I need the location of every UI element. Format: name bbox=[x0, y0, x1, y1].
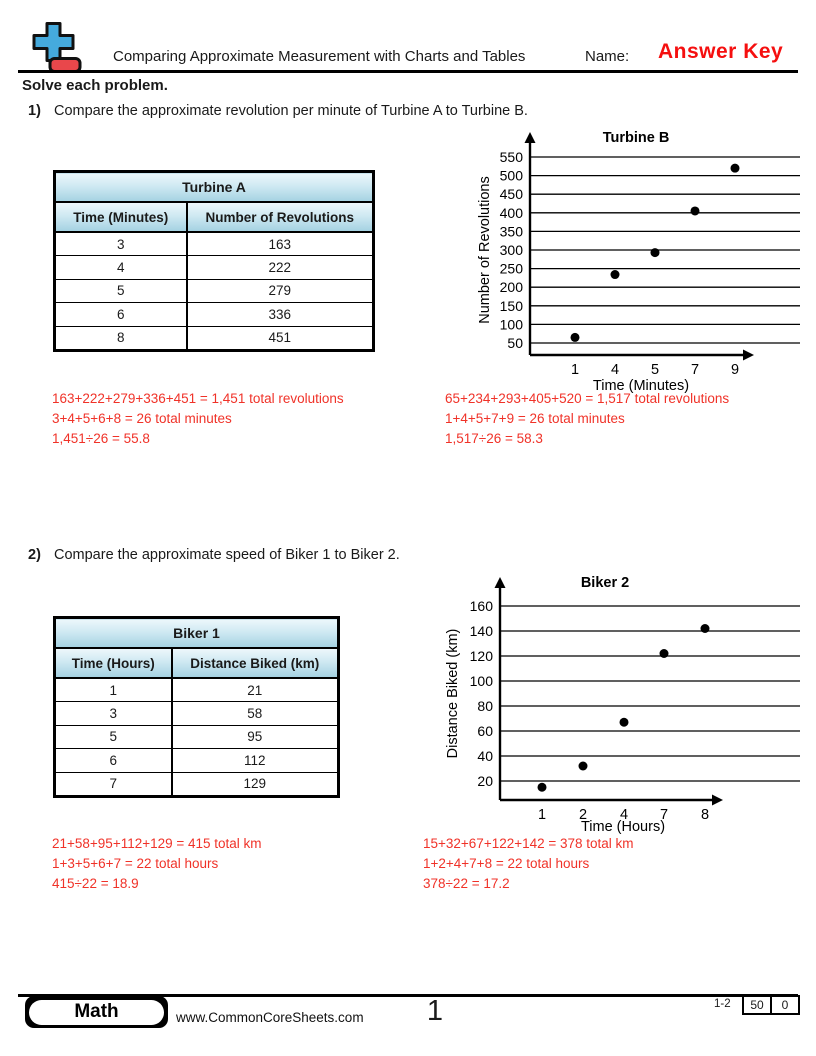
score-boxes bbox=[742, 995, 800, 1015]
table-title: Biker 1 bbox=[55, 618, 339, 649]
y-tick-label: 300 bbox=[499, 242, 523, 258]
y-tick-label: 160 bbox=[469, 598, 493, 614]
y-tick-label: 140 bbox=[469, 623, 493, 639]
y-tick-label: 50 bbox=[507, 335, 523, 351]
table-cell: 58 bbox=[172, 702, 339, 725]
problem-range: 1-2 bbox=[714, 998, 731, 1010]
table-cell: 451 bbox=[187, 326, 374, 350]
column-header: Distance Biked (km) bbox=[172, 648, 339, 678]
x-tick-label: 4 bbox=[619, 807, 629, 823]
scatter-chart-turbine-b bbox=[460, 118, 816, 396]
y-tick-label: 500 bbox=[499, 167, 523, 184]
table-row bbox=[55, 256, 374, 279]
y-tick-label: 120 bbox=[469, 648, 493, 664]
y-tick-label: 100 bbox=[499, 316, 523, 333]
table-row bbox=[55, 749, 339, 772]
y-tick-label: 400 bbox=[499, 204, 523, 221]
name-label: Name: bbox=[585, 48, 630, 65]
table-cell: 112 bbox=[172, 749, 339, 772]
answer-line: 378÷22 = 17.2 bbox=[423, 876, 510, 891]
x-tick-label: 1 bbox=[570, 362, 580, 378]
y-tick-label: 60 bbox=[477, 723, 493, 739]
data-point bbox=[691, 206, 700, 215]
problem-number: 1) bbox=[28, 103, 41, 119]
table-cell: 4 bbox=[55, 256, 187, 279]
data-point bbox=[660, 649, 669, 658]
x-tick-label: 5 bbox=[650, 362, 660, 378]
x-tick-label: 1 bbox=[537, 807, 547, 823]
data-point bbox=[620, 718, 629, 727]
data-table-biker-1 bbox=[53, 616, 340, 798]
answer-line: 163+222+279+336+451 = 1,451 total revolutions bbox=[52, 391, 344, 406]
column-header: Number of Revolutions bbox=[187, 202, 374, 232]
y-tick-label: 100 bbox=[469, 673, 493, 689]
header-rule bbox=[18, 70, 798, 73]
table-cell: 6 bbox=[55, 749, 172, 772]
y-axis-arrow bbox=[495, 577, 506, 588]
logo-graphic bbox=[30, 22, 86, 76]
answer-line: 21+58+95+112+129 = 415 total km bbox=[52, 836, 262, 851]
data-point bbox=[611, 270, 620, 279]
plus-icon bbox=[34, 24, 73, 61]
score-box-total: 50 bbox=[742, 995, 772, 1015]
answer-block-chart bbox=[445, 389, 729, 449]
data-table-turbine-a bbox=[53, 170, 375, 352]
x-tick-label: 4 bbox=[610, 362, 620, 378]
table-row bbox=[55, 702, 339, 725]
answer-line: 65+234+293+405+520 = 1,517 total revolutions bbox=[445, 391, 730, 406]
table-row bbox=[55, 725, 339, 748]
answer-line: 1+4+5+7+9 = 26 total minutes bbox=[445, 411, 625, 426]
data-point bbox=[651, 248, 660, 257]
y-tick-label: 150 bbox=[499, 297, 523, 314]
table-row bbox=[55, 678, 339, 702]
table-row bbox=[55, 279, 374, 302]
table-cell: 163 bbox=[187, 232, 374, 256]
answer-line: 1,517÷26 = 58.3 bbox=[445, 431, 543, 446]
y-tick-label: 20 bbox=[477, 773, 493, 789]
math-badge bbox=[25, 996, 168, 1028]
website-text: www.CommonCoreSheets.com bbox=[176, 1010, 364, 1025]
table-cell: 21 bbox=[172, 678, 339, 702]
table-cell: 336 bbox=[187, 303, 374, 326]
worksheet-table bbox=[53, 170, 375, 352]
scatter-chart-biker-2 bbox=[430, 565, 810, 833]
table-row bbox=[55, 326, 374, 350]
math-badge-pill bbox=[29, 1000, 164, 1025]
answer-line: 1,451÷26 = 55.8 bbox=[52, 431, 150, 446]
table-row bbox=[55, 772, 339, 796]
answer-line: 415÷22 = 18.9 bbox=[52, 876, 139, 891]
data-point bbox=[731, 164, 740, 173]
x-tick-label: 7 bbox=[659, 807, 669, 823]
answer-block-table bbox=[52, 389, 344, 449]
answer-line: 1+2+4+7+8 = 22 total hours bbox=[423, 856, 590, 871]
y-tick-label: 250 bbox=[499, 260, 523, 277]
answer-line: 3+4+5+6+8 = 26 total minutes bbox=[52, 411, 232, 426]
page-number: 1 bbox=[426, 995, 444, 1027]
y-axis-label: Distance Biked (km) bbox=[445, 628, 461, 759]
instructions: Solve each problem. bbox=[22, 77, 168, 94]
x-tick-label: 7 bbox=[690, 362, 700, 378]
x-axis-arrow bbox=[743, 350, 754, 361]
y-tick-label: 80 bbox=[477, 698, 493, 714]
table-cell: 222 bbox=[187, 256, 374, 279]
x-tick-label: 8 bbox=[700, 807, 710, 823]
y-tick-label: 200 bbox=[499, 279, 523, 296]
table-cell: 5 bbox=[55, 725, 172, 748]
table-cell: 279 bbox=[187, 279, 374, 302]
y-tick-label: 550 bbox=[499, 149, 523, 165]
table-row bbox=[55, 232, 374, 256]
table-row bbox=[55, 303, 374, 326]
y-axis-label: Number of Revolutions bbox=[477, 176, 493, 324]
answer-key-text: Answer Key bbox=[658, 40, 784, 63]
score-box-score: 0 bbox=[770, 995, 800, 1015]
answer-line: 1+3+5+6+7 = 22 total hours bbox=[52, 856, 219, 871]
y-tick-label: 350 bbox=[499, 223, 523, 240]
x-axis-label: Time (Minutes) bbox=[592, 378, 690, 394]
x-axis-label: Time (Hours) bbox=[580, 819, 666, 835]
table-title: Turbine A bbox=[55, 172, 374, 203]
table-cell: 1 bbox=[55, 678, 172, 702]
x-axis-arrow bbox=[712, 795, 723, 806]
x-tick-label: 2 bbox=[578, 807, 588, 823]
table-cell: 95 bbox=[172, 725, 339, 748]
table-cell: 129 bbox=[172, 772, 339, 796]
y-tick-label: 40 bbox=[477, 748, 493, 764]
table-cell: 3 bbox=[55, 702, 172, 725]
table-cell: 3 bbox=[55, 232, 187, 256]
data-point bbox=[579, 762, 588, 771]
x-tick-label: 9 bbox=[730, 362, 740, 378]
answer-block-table bbox=[52, 834, 262, 894]
table-cell: 5 bbox=[55, 279, 187, 302]
table-cell: 6 bbox=[55, 303, 187, 326]
worksheet-title: Comparing Approximate Measurement with Charts and Tables bbox=[113, 48, 526, 65]
worksheet-table bbox=[53, 616, 340, 798]
y-axis-arrow bbox=[525, 132, 536, 143]
column-header: Time (Hours) bbox=[55, 648, 172, 678]
table-cell: 8 bbox=[55, 326, 187, 350]
y-tick-label: 450 bbox=[499, 186, 523, 203]
answer-block-chart bbox=[423, 834, 634, 894]
chart-title: Biker 2 bbox=[580, 575, 630, 591]
data-point bbox=[701, 624, 710, 633]
answer-line: 15+32+67+122+142 = 378 total km bbox=[423, 836, 634, 851]
problem-prompt: Compare the approximate speed of Biker 1 to Biker 2. bbox=[54, 547, 400, 563]
problem-number: 2) bbox=[28, 547, 41, 563]
column-header: Time (Minutes) bbox=[55, 202, 187, 232]
problem-prompt: Compare the approximate revolution per minute of Turbine A to Turbine B. bbox=[54, 103, 528, 119]
table-cell: 7 bbox=[55, 772, 172, 796]
data-point bbox=[571, 333, 580, 342]
data-point bbox=[538, 783, 547, 792]
subject-label: Math bbox=[74, 1001, 119, 1022]
chart-title: Turbine B bbox=[602, 130, 670, 146]
